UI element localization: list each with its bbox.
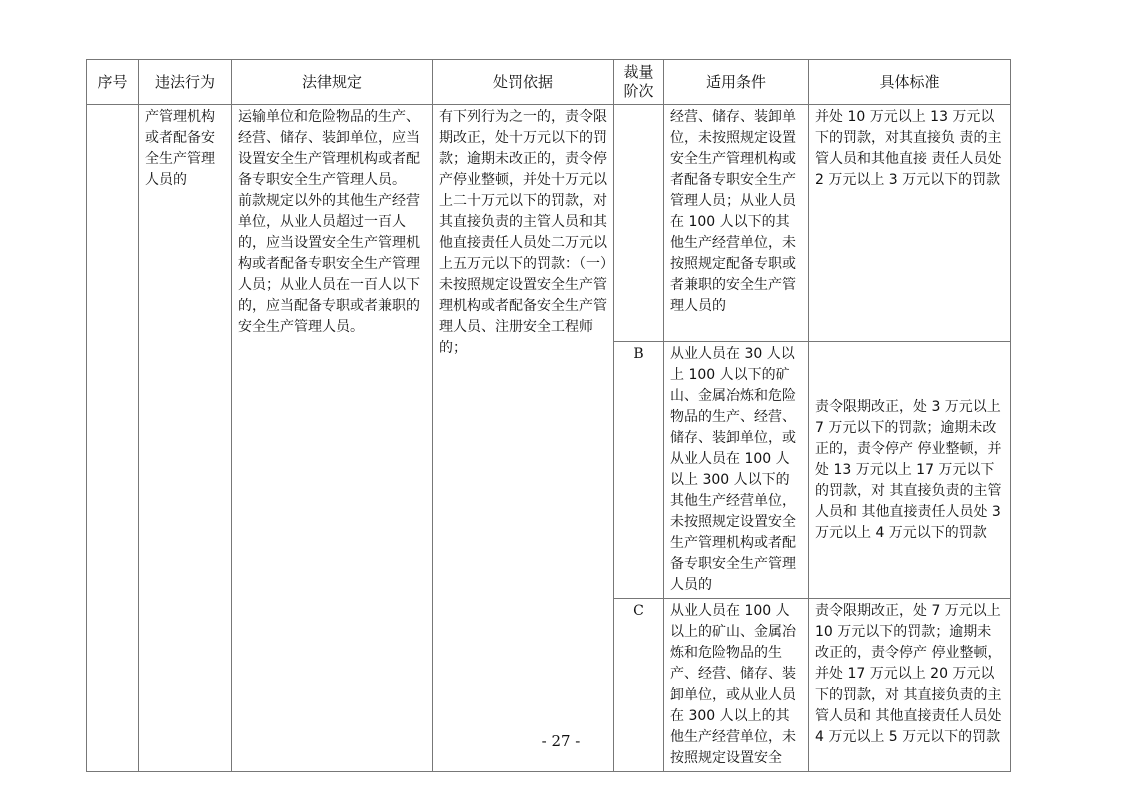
header-condition: 适用条件 bbox=[664, 60, 809, 105]
cell-level-b: B bbox=[614, 342, 664, 599]
header-law: 法律规定 bbox=[232, 60, 433, 105]
cell-law bbox=[232, 105, 433, 772]
cell-condition-a: 经营、储存、装卸单位，未按照规定设置安全生产管理机构或者配备专职安全生产管理人员；从业人员在 100 人以下的其他生产经营单位，未按照规定配备专职或者兼职的安全生产管理人员的 bbox=[664, 105, 809, 342]
cell-level-c: C bbox=[614, 599, 664, 772]
header-basis: 处罚依据 bbox=[433, 60, 614, 105]
header-standard: 具体标准 bbox=[809, 60, 1011, 105]
cell-standard-a: 并处 10 万元以上 13 万元以下的罚款，对其直接负 责的主管人员和其他直接 责任人员处 2 万元以上 3 万元以下的罚款 bbox=[809, 105, 1011, 342]
page-number: - 27 - bbox=[541, 732, 581, 750]
law-paragraph-1: 运输单位和危险物品的生产、经营、储存、装卸单位，应当设置安全生产管理机构或者配备专职安全生产管理人员。 bbox=[238, 109, 420, 188]
cell-level-a bbox=[614, 105, 664, 342]
header-seq: 序号 bbox=[87, 60, 139, 105]
header-level: 裁量阶次 bbox=[614, 60, 664, 105]
cell-basis: 有下列行为之一的，责令限期改正，处十万元以下的罚款；逾期未改正的，责令停产停业整顿，并处十万元以上二十万元以下的罚款，对其直接负责的主管人员和其他直接责任人员处二万元以上五万元以下的罚款：（一）未按照规定设置安全生产管理机构或者配备安全生产管理人员、注册安全工程师的； bbox=[433, 105, 614, 772]
cell-standard-b: 责令限期改正，处 3 万元以上 7 万元以下的罚款；逾期未改正的，责令停产 停业整顿，并处 13 万元以上 17 万元以下的罚款，对 其直接负责的主管人员和 其他直接责任人员处 3 万元以上 4 万元以下的罚款 bbox=[809, 342, 1011, 599]
cell-condition-b: 从业人员在 30 人以上 100 人以下的矿山、金属冶炼和危险物品的生产、经营、储存、装卸单位，或从业人员在 100 人以上 300 人以下的其他生产经营单位，未按照规定设置安全生产管理机构或者配备专职安全生产管理人员的 bbox=[664, 342, 809, 599]
penalty-table bbox=[86, 59, 1011, 772]
cell-condition-c: 从业人员在 100 人以上的矿山、金属冶炼和危险物品的生产、经营、储存、装卸单位，或从业人员在 300 人以上的其他生产经营单位，未按照规定设置安全 bbox=[664, 599, 809, 772]
cell-violation: 产管理机构或者配备安全生产管理人员的 bbox=[139, 105, 232, 772]
cell-standard-c: 责令限期改正，处 7 万元以上 10 万元以下的罚款；逾期未改正的，责令停产 停业整顿，并处 17 万元以上 20 万元以下的罚款，对 其直接负责的主管人员和 其他直接责任人员处 4 万元以上 5 万元以下的罚款 bbox=[809, 599, 1011, 772]
table-row bbox=[87, 105, 1011, 342]
header-violation: 违法行为 bbox=[139, 60, 232, 105]
cell-seq bbox=[87, 105, 139, 772]
law-paragraph-2: 前款规定以外的其他生产经营单位，从业人员超过一百人的，应当设置安全生产管理机构或者配备专职安全生产管理人员；从业人员在一百人以下的，应当配备专职或者兼职的安全生产管理人员。 bbox=[238, 193, 420, 335]
header-row bbox=[87, 60, 1011, 105]
